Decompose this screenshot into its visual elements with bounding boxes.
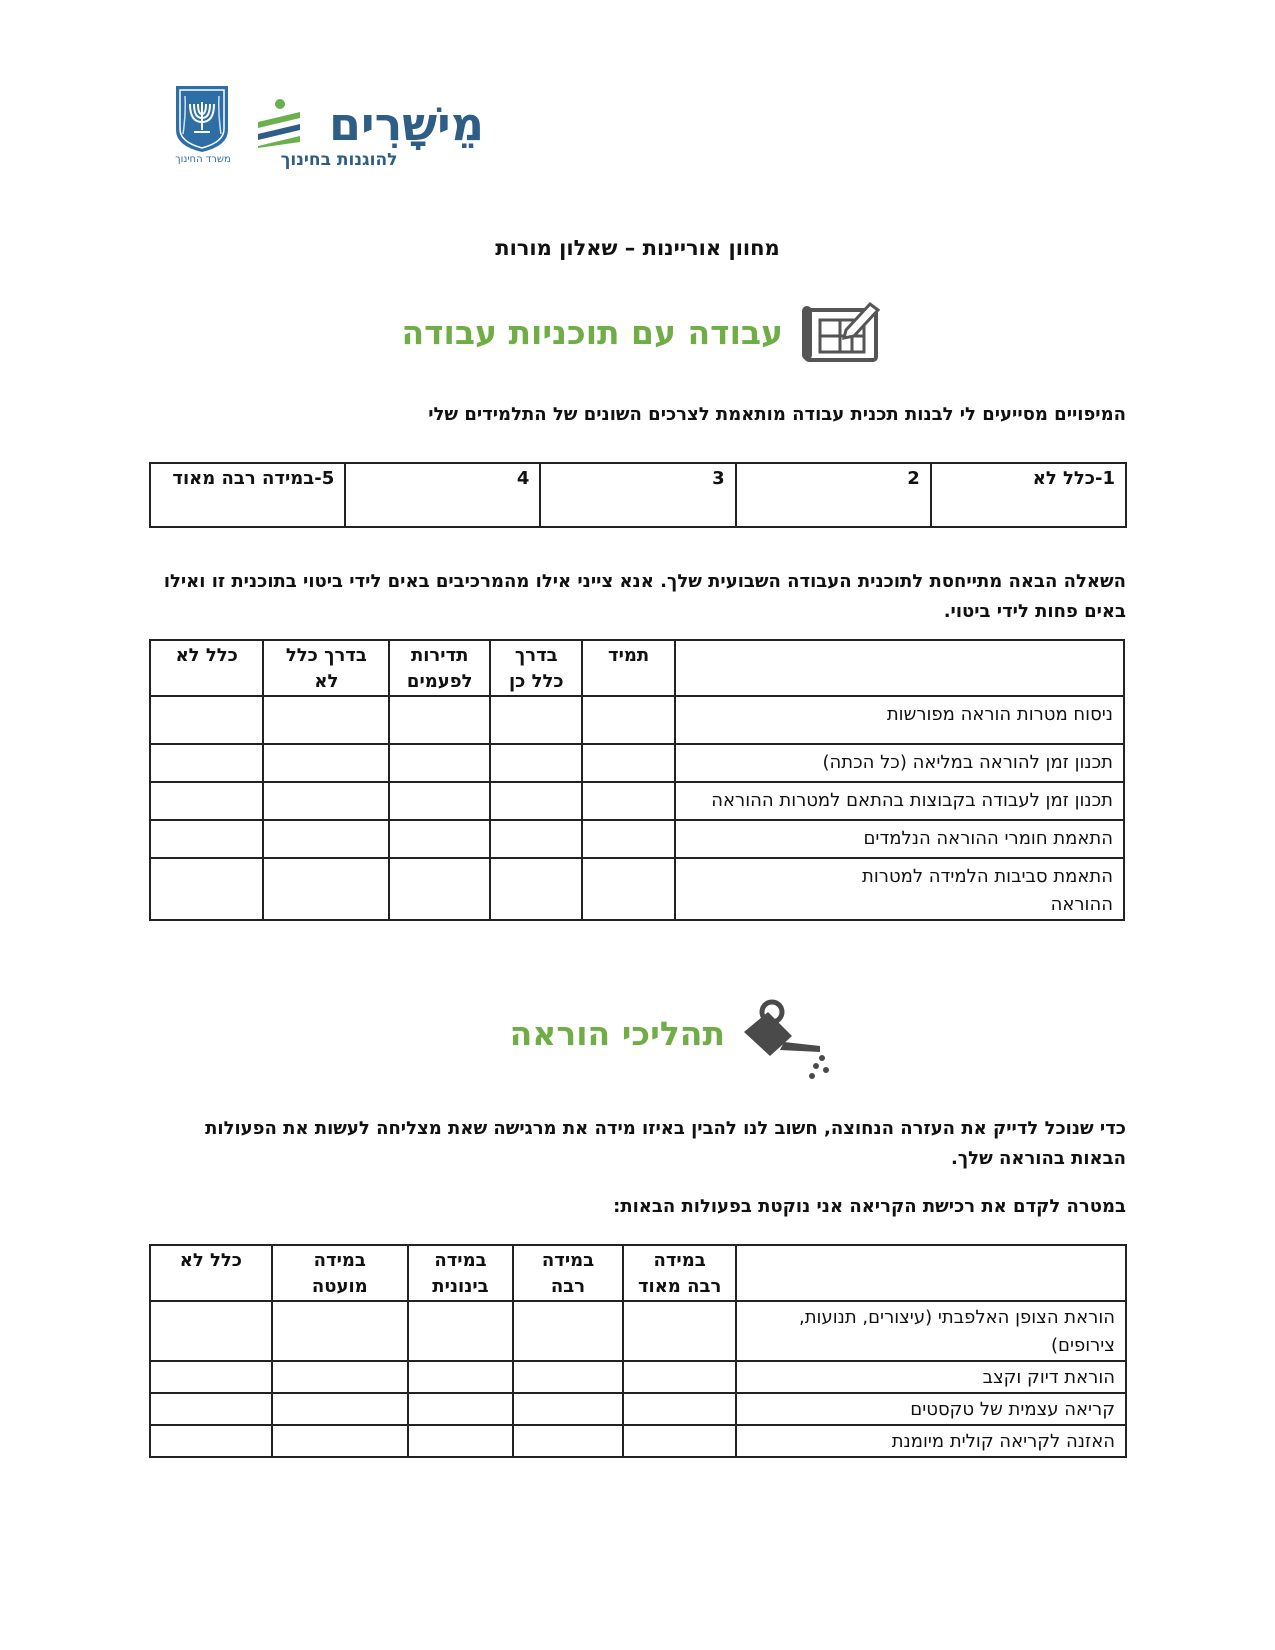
answer-cell[interactable]: [623, 1425, 737, 1457]
table-row: [150, 1393, 1126, 1425]
column-header: במידה רבה מאוד: [623, 1245, 737, 1301]
scale-option[interactable]: 1-כלל לא: [931, 463, 1126, 527]
table-row: [150, 463, 1126, 527]
column-header: בדרך כלל כן: [490, 640, 582, 696]
intro-paragraph: כדי שנוכל לדייק את העזרה הנחוצה, חשוב לנו להבין באיזו מידה את מרגישה שאת מצליחה לעשות את הפעולות הבאות בהוראה שלך.: [205, 1118, 1126, 1169]
table-row: [150, 820, 1124, 858]
question-mapping-helps: המיפויים מסייעים לי לבנות תכנית עבודה מותאמת לצרכים השונים של התלמידים שלי: [428, 404, 1126, 425]
answer-cell[interactable]: [623, 1361, 737, 1393]
answer-cell[interactable]: [623, 1393, 737, 1425]
column-header: בדרך כלל לא: [263, 640, 389, 696]
answer-cell[interactable]: [150, 820, 263, 858]
answer-cell[interactable]: [272, 1301, 408, 1361]
answer-cell[interactable]: [408, 1361, 514, 1393]
ministry-caption: משרד החינוך: [175, 154, 231, 165]
answer-cell[interactable]: [513, 1425, 623, 1457]
answer-cell[interactable]: [490, 858, 582, 920]
answer-cell[interactable]: [150, 1361, 272, 1393]
question-reading-actions: במטרה לקדם את רכישת הקריאה אני נוקטת בפעולות הבאות:: [613, 1196, 1126, 1217]
answer-cell[interactable]: [513, 1361, 623, 1393]
question-weekly-plan: השאלה הבאה מתייחסת לתוכנית העבודה השבועית שלך. אנא צייני אילו מהמרכיבים באים לידי ביטוי בתוכנית זו ואילו באים פחות לידי ביטוי.: [163, 571, 1126, 622]
row-label: התאמת חומרי ההוראה הנלמדים: [675, 820, 1124, 858]
answer-cell[interactable]: [582, 820, 674, 858]
answer-cell[interactable]: [389, 782, 490, 820]
column-header: במידה בינונית: [408, 1245, 514, 1301]
document-title: מחוון אוריינות – שאלון מורות: [495, 236, 780, 260]
row-label: הוראת הצופן האלפבתי (עיצורים, תנועות, צירופים): [736, 1301, 1126, 1361]
meisharim-logo: [254, 96, 484, 178]
column-header: במידה מועטה: [272, 1245, 408, 1301]
scale-option[interactable]: 5-במידה רבה מאוד: [150, 463, 345, 527]
table-header-row: [150, 640, 1124, 696]
answer-cell[interactable]: [389, 858, 490, 920]
scale-option[interactable]: 3: [540, 463, 735, 527]
column-header: כלל לא: [150, 1245, 272, 1301]
answer-cell[interactable]: [150, 1425, 272, 1457]
answer-cell[interactable]: [623, 1301, 737, 1361]
column-header: [675, 640, 1124, 696]
table-header-row: [150, 1245, 1126, 1301]
answer-cell[interactable]: [389, 696, 490, 744]
answer-cell[interactable]: [150, 1393, 272, 1425]
logo-tagline: להוגנות בחינוך: [280, 150, 398, 170]
answer-cell[interactable]: [272, 1361, 408, 1393]
degree-table: [149, 1244, 1127, 1458]
answer-cell[interactable]: [389, 744, 490, 782]
answer-cell[interactable]: [582, 744, 674, 782]
answer-cell[interactable]: [408, 1425, 514, 1457]
answer-cell[interactable]: [150, 858, 263, 920]
column-header: [736, 1245, 1126, 1301]
table-row: [150, 1301, 1126, 1361]
answer-cell[interactable]: [150, 744, 263, 782]
section-heading-workplans: עבודה עם תוכניות עבודה: [401, 313, 783, 352]
answer-cell[interactable]: [582, 696, 674, 744]
answer-cell[interactable]: [150, 1301, 272, 1361]
answer-cell[interactable]: [513, 1393, 623, 1425]
scale-option[interactable]: 2: [736, 463, 931, 527]
answer-cell[interactable]: [490, 820, 582, 858]
answer-cell[interactable]: [272, 1425, 408, 1457]
row-label: האזנה לקריאה קולית מיומנת: [736, 1425, 1126, 1457]
answer-cell[interactable]: [582, 782, 674, 820]
row-label: התאמת סביבות הלמידה למטרות ההוראה: [675, 858, 1124, 920]
answer-cell[interactable]: [263, 696, 389, 744]
answer-cell[interactable]: [490, 744, 582, 782]
blueprint-pencil-icon: [800, 302, 880, 364]
rating-scale-table: [149, 462, 1127, 528]
table-row: [150, 782, 1124, 820]
row-label: תכנון זמן להוראה במליאה (כל הכתה): [675, 744, 1124, 782]
answer-cell[interactable]: [263, 820, 389, 858]
column-header: תמיד: [582, 640, 674, 696]
column-header: במידה רבה: [513, 1245, 623, 1301]
table-row: [150, 744, 1124, 782]
answer-cell[interactable]: [263, 744, 389, 782]
logo-mark-icon: [254, 98, 308, 148]
answer-cell[interactable]: [490, 696, 582, 744]
table-row: [150, 1425, 1126, 1457]
menorah-emblem-icon: [172, 84, 232, 154]
table-row: [150, 858, 1124, 920]
watering-can-icon: [740, 998, 832, 1082]
answer-cell[interactable]: [150, 696, 263, 744]
row-label: קריאה עצמית של טקסטים: [736, 1393, 1126, 1425]
answer-cell[interactable]: [408, 1393, 514, 1425]
frequency-table: [149, 639, 1125, 921]
answer-cell[interactable]: [263, 858, 389, 920]
answer-cell[interactable]: [408, 1301, 514, 1361]
answer-cell[interactable]: [150, 782, 263, 820]
answer-cell[interactable]: [389, 820, 490, 858]
section-heading-teaching-processes: תהליכי הוראה: [509, 1014, 725, 1053]
table-row: [150, 696, 1124, 744]
answer-cell[interactable]: [272, 1393, 408, 1425]
state-emblem-logo: [172, 84, 232, 174]
row-label: ניסוח מטרות הוראה מפורשות: [675, 696, 1124, 744]
column-header: תדירות לפעמים: [389, 640, 490, 696]
answer-cell[interactable]: [263, 782, 389, 820]
table-row: [150, 1361, 1126, 1393]
scale-option[interactable]: 4: [345, 463, 540, 527]
row-label: תכנון זמן לעבודה בקבוצות בהתאם למטרות ההוראה: [675, 782, 1124, 820]
logo-wordmark: מֵישָׁרִים: [329, 97, 484, 151]
row-label: הוראת דיוק וקצב: [736, 1361, 1126, 1393]
answer-cell[interactable]: [490, 782, 582, 820]
answer-cell[interactable]: [513, 1301, 623, 1361]
column-header: כלל לא: [150, 640, 263, 696]
answer-cell[interactable]: [582, 858, 674, 920]
